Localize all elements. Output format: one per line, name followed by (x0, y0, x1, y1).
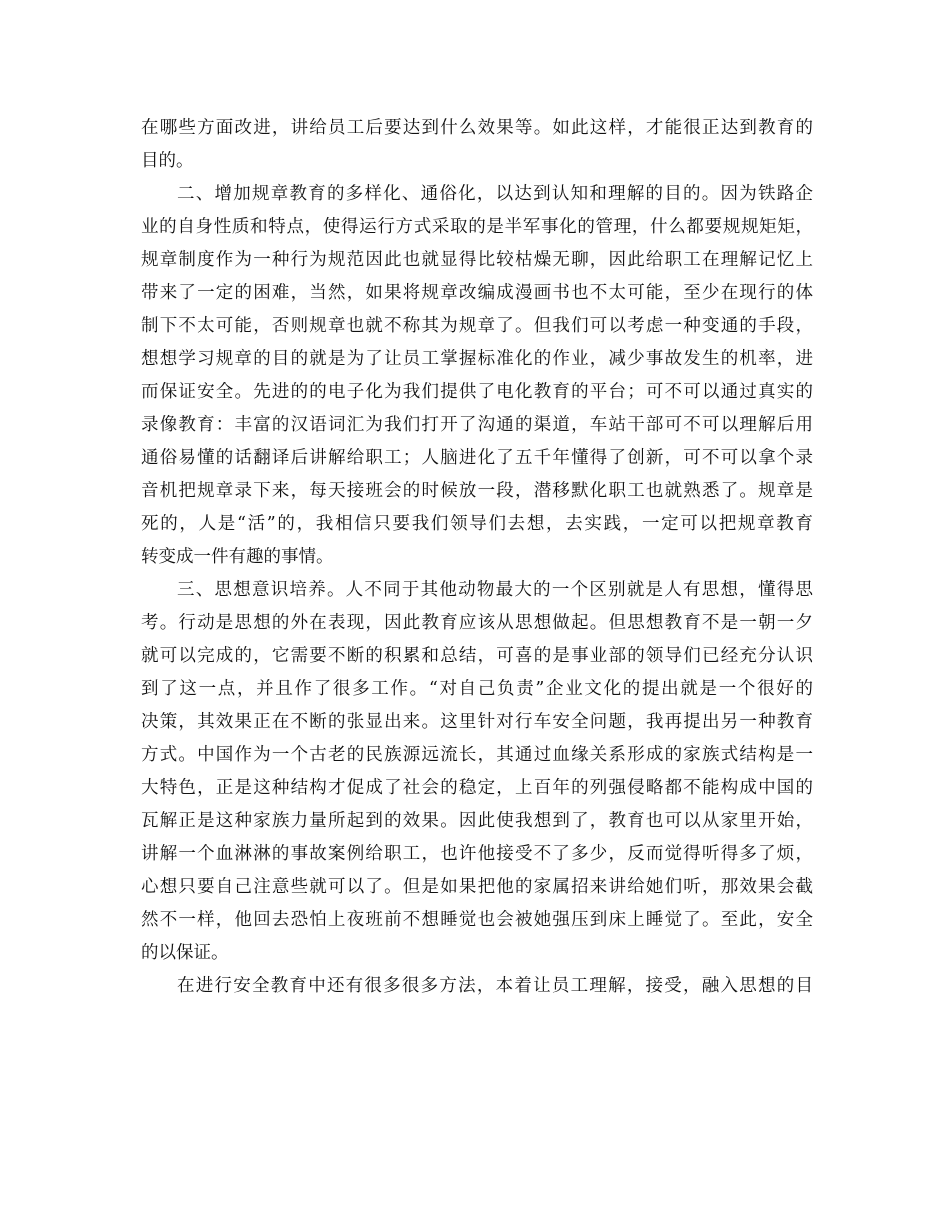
text-line: 在进行安全教育中还有很多很多方法，本着让员工理解，接受，融入思想的目 (177, 976, 813, 996)
paragraph-point-2 (141, 178, 813, 574)
text-line: 音机把规章录下来，每天接班会的时候放一段，潜移默化职工也就熟悉了。规章是 (141, 481, 813, 501)
text-line: 而保证安全。先进的的电子化为我们提供了电化教育的平台；可不可以通过真实的 (141, 382, 813, 402)
text-line: 就可以完成的，它需要不断的积累和总结，可喜的是事业部的领导们已经充分认识 (141, 646, 813, 666)
text-line: 然不一样，他回去恐怕上夜班前不想睡觉也会被她强压到床上睡觉了。至此，安全 (141, 910, 813, 930)
text-line: 想想学习规章的目的就是为了让员工掌握标准化的作业，减少事故发生的机率，进 (141, 349, 813, 369)
text-line: 死的，人是“活”的，我相信只要我们领导们去想，去实践，一定可以把规章教育 (141, 514, 813, 534)
text-line: 目的。 (141, 151, 194, 171)
text-line: 带来了一定的困难，当然，如果将规章改编成漫画书也不太可能，至少在现行的体 (141, 283, 813, 303)
text-line: 心想只要自己注意些就可以了。但是如果把他的家属招来讲给她们听，那效果会截 (141, 877, 813, 897)
paragraph-continuation (141, 112, 813, 178)
text-line: 考。行动是思想的外在表现，因此教育应该从思想做起。但思想教育不是一朝一夕 (141, 613, 813, 633)
text-line: 规章制度作为一种行为规范因此也就显得比较枯燥无聊，因此给职工在理解记忆上 (141, 250, 813, 270)
paragraph-point-3 (141, 574, 813, 970)
text-line: 三、思想意识培养。人不同于其他动物最大的一个区别就是人有思想，懂得思 (177, 580, 813, 600)
text-line: 制下不太可能，否则规章也就不称其为规章了。但我们可以考虑一种变通的手段， (141, 316, 813, 336)
text-line: 转变成一件有趣的事情。 (141, 547, 334, 567)
text-line: 二、增加规章教育的多样化、通俗化，以达到认知和理解的目的。因为铁路企 (177, 184, 813, 204)
paragraph-closing (141, 970, 813, 1003)
text-line: 到了这一点，并且作了很多工作。“对自己负责”企业文化的提出就是一个很好的 (141, 679, 813, 699)
text-line: 大特色，正是这种结构才促成了社会的稳定，上百年的列强侵略都不能构成中国的 (141, 778, 813, 798)
document-body (141, 112, 813, 1003)
text-line: 的以保证。 (141, 943, 229, 963)
text-line: 录像教育：丰富的汉语词汇为我们打开了沟通的渠道，车站干部可不可以理解后用 (141, 415, 813, 435)
text-line: 瓦解正是这种家族力量所起到的效果。因此使我想到了，教育也可以从家里开始， (141, 811, 813, 831)
text-line: 在哪些方面改进，讲给员工后要达到什么效果等。如此这样，才能很正达到教育的 (141, 118, 813, 138)
text-line: 业的自身性质和特点，使得运行方式采取的是半军事化的管理，什么都要规规矩矩， (141, 217, 813, 237)
text-line: 通俗易懂的话翻译后讲解给职工；人脑进化了五千年懂得了创新，可不可以拿个录 (141, 448, 813, 468)
text-line: 讲解一个血淋淋的事故案例给职工，也许他接受不了多少，反而觉得听得多了烦， (141, 844, 813, 864)
text-line: 决策，其效果正在不断的张显出来。这里针对行车安全问题，我再提出另一种教育 (141, 712, 813, 732)
text-line: 方式。中国作为一个古老的民族源远流长，其通过血缘关系形成的家族式结构是一 (141, 745, 813, 765)
